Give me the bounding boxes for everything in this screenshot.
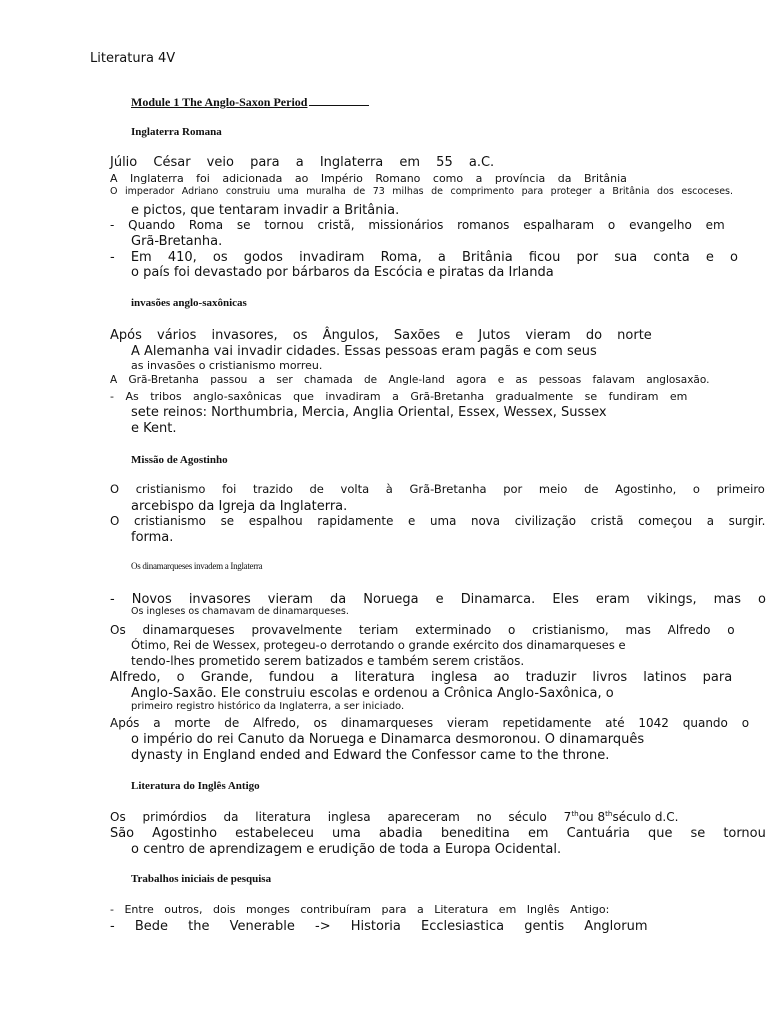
s5-line-2: São Agostinho estabeleceu uma abadia beneditina em Cantuária que se tornou	[110, 826, 766, 841]
section-heading-inglaterra-romana: Inglaterra Romana	[131, 126, 222, 138]
s4-line-7: Anglo-Saxão. Ele construiu escolas e ordenou a Crônica Anglo-Saxônica, o	[131, 686, 614, 701]
s4-line-3: Os dinamarqueses provavelmente teriam exterminado o cristianismo, mas Alfredo o	[110, 623, 735, 637]
s2-line-4: A Grã-Bretanha passou a ser chamada de Angle-land agora e as pessoas falavam anglosaxão.	[110, 374, 710, 386]
s2-line-5: - As tribos anglo-saxônicas que invadiram a Grã-Bretanha gradualmente se fundiram em	[110, 390, 688, 403]
s1-line-1-text: Júlio César veio para a Inglaterra em 55 a.C.	[110, 155, 495, 170]
s1-line-6: Grã-Bretanha.	[131, 234, 223, 249]
s3-line-3: O cristianismo se espalhou rapidamente e uma nova civilização cristã começou a surgir.	[110, 514, 766, 528]
s5-line-1-end: século d.C.	[612, 810, 679, 824]
s1-line-4: e pictos, que tentaram invadir a Britânia.	[131, 203, 400, 218]
s5-line-3: o centro de aprendizagem e erudição de toda a Europa Ocidental.	[131, 842, 562, 857]
section-heading-missao: Missão de Agostinho	[131, 454, 228, 466]
s5-line-1-main: Os primórdios da literatura inglesa apareceram no século 7	[110, 810, 572, 824]
module-title-underline-tail	[309, 105, 369, 106]
s5-line-1-sup-1: th	[571, 809, 579, 818]
s6-line-2: - Bede the Venerable -> Historia Ecclesiastica gentis Anglorum	[110, 919, 648, 934]
module-title-text: Module 1 The Anglo-Saxon Period	[131, 95, 308, 109]
s3-line-4: forma.	[131, 530, 174, 545]
module-title	[131, 96, 369, 108]
s2-line-7: e Kent.	[131, 421, 177, 436]
s4-line-9: Após a morte de Alfredo, os dinamarqueses vieram repetidamente até 1042 quando o	[110, 716, 750, 730]
s3-line-2: arcebispo da Igreja da Inglaterra.	[131, 499, 348, 514]
s4-line-1: - Novos invasores vieram da Noruega e Dinamarca. Eles eram vikings, mas o	[110, 592, 766, 607]
s4-line-2: Os ingleses os chamavam de dinamarqueses.	[131, 606, 349, 617]
s6-line-1: - Entre outros, dois monges contribuíram para a Literatura em Inglês Antigo:	[110, 903, 610, 916]
s2-line-1: Após vários invasores, os Ângulos, Saxões e Jutos vieram do norte	[110, 328, 652, 343]
page-header-title: Literatura 4V	[90, 51, 176, 66]
s1-line-5: - Quando Roma se tornou cristã, missionários romanos espalharam o evangelho em	[110, 218, 725, 232]
section-heading-literatura: Literatura do Inglês Antigo	[131, 780, 260, 792]
s2-line-3: as invasões o cristianismo morreu.	[131, 359, 323, 372]
s4-line-10: o império do rei Canuto da Noruega e Dinamarca desmoronou. O dinamarquês	[131, 732, 645, 747]
s4-line-6: Alfredo, o Grande, fundou a literatura inglesa ao traduzir livros latinos para	[110, 670, 733, 685]
s3-line-1: O cristianismo foi trazido de volta à Grã-Bretanha por meio de Agostinho, o primeiro	[110, 482, 765, 496]
section-heading-dinamarqueses: Os dinamarqueses invadem a Inglaterra	[131, 561, 263, 571]
s4-line-4: Ótimo, Rei de Wessex, protegeu-o derrotando o grande exército dos dinamarqueses e	[131, 638, 626, 652]
s1-line-2: A Inglaterra foi adicionada ao Império Romano como a província da Britânia	[110, 172, 627, 185]
s5-line-1-mid: ou 8	[578, 810, 606, 824]
s1-line-8: o país foi devastado por bárbaros da Escócia e piratas da Irlanda	[131, 265, 554, 280]
s4-line-8: primeiro registro histórico da Inglaterra, a ser iniciado.	[131, 701, 405, 712]
s5-line-1-sup-2: th	[605, 809, 613, 818]
s4-line-5: tendo-lhes prometido serem batizados e também serem cristãos.	[131, 654, 525, 668]
s1-line-3: O imperador Adriano construiu uma muralha de 73 milhas de comprimento para proteger a Britânia dos escoceses.	[110, 186, 734, 197]
s5-line-1	[110, 811, 678, 823]
s2-line-2: A Alemanha vai invadir cidades. Essas pessoas eram pagãs e com seus	[131, 344, 597, 359]
s1-line-1	[110, 155, 495, 170]
s4-line-11: dynasty in England ended and Edward the Confessor came to the throne.	[131, 748, 610, 763]
s2-line-6: sete reinos: Northumbria, Mercia, Anglia Oriental, Essex, Wessex, Sussex	[131, 405, 607, 420]
s1-line-7: - Em 410, os godos invadiram Roma, a Britânia ficou por sua conta e o	[110, 250, 738, 265]
section-heading-invasoes: invasões anglo-saxônicas	[131, 297, 247, 309]
section-heading-trabalhos: Trabalhos iniciais de pesquisa	[131, 873, 272, 885]
